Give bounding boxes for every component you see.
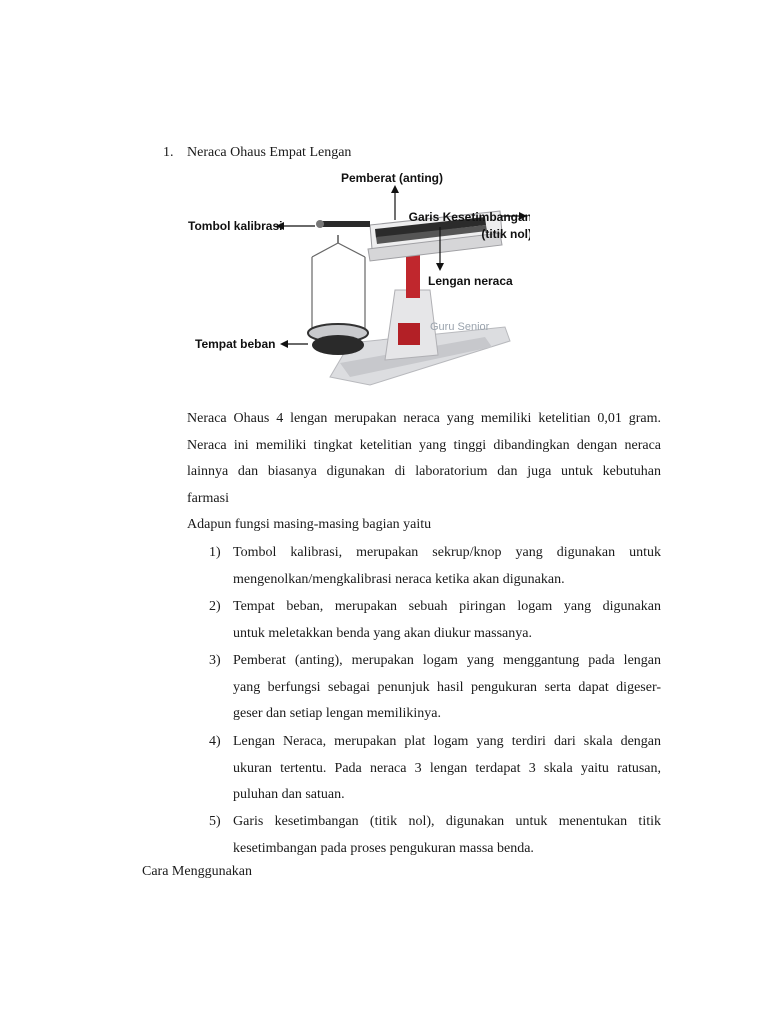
intro-line-4: farmasi [187,490,229,506]
list-item-line: yang berfungsi sebagai penunjuk hasil pengukuran serta dapat digeser- [233,679,661,695]
hanger-left-top [312,243,338,257]
intro-paragraph [187,406,661,539]
calibration-rod [320,221,370,227]
list-item-line: Lengan Neraca, merupakan plat logam yang terdiri dari skala dengan [233,734,661,749]
section-title: Neraca Ohaus Empat Lengan [187,145,352,160]
label-pemberat: Pemberat (anting) [341,171,444,185]
list-item-line: untuk meletakkan benda yang akan diukur massanya. [233,625,532,641]
list-item-line: Garis kesetimbangan (titik nol), digunakan untuk menentukan titik [233,814,661,829]
intro-line-3: lainnya dan biasanya digunakan di laboratorium dan juga untuk kebutuhan [187,464,661,479]
label-garis-2: (titik nol) [481,227,530,241]
list-item-number: 5) [209,814,221,829]
list-item-line: ukuran tertentu. Pada neraca 3 lengan terdapat 3 skala yaitu ratusan, [233,760,661,776]
label-tombol: Tombol kalibrasi [188,219,283,233]
section-heading [163,145,351,161]
list-item-number: 4) [209,734,221,749]
list-item [209,540,661,593]
list-item-number: 1) [209,545,221,560]
section-number: 1. [163,145,174,160]
list-item-number: 3) [209,653,221,668]
list-item-line: kesetimbangan pada proses pengukuran massa benda. [233,840,534,856]
list-item [209,729,661,809]
red-pillar [406,253,420,298]
watermark: Guru Senior [430,321,490,333]
calibration-knob [316,220,324,228]
list-item-line: mengenolkan/mengkalibrasi neraca ketika akan digunakan. [233,571,565,587]
brand-badge [398,323,420,345]
label-garis-1: Garis Kesetimbangan [408,210,530,224]
list-item [209,594,661,647]
ohaus-balance-figure [180,165,530,390]
list-item-line: geser dan setiap lengan memilikinya. [233,706,441,721]
cara-menggunakan-heading: Cara Menggunakan [142,864,253,879]
list-item [209,648,661,728]
list-item-line: Pemberat (anting), merupakan logam yang menggantung pada lengan [233,653,661,668]
list-item [209,809,661,862]
intro-line-1: Neraca Ohaus 4 lengan merupakan neraca yang memiliki ketelitian 0,01 gram. [187,411,661,426]
list-item-line: Tombol kalibrasi, merupakan sekrup/knop yang digunakan untuk [233,545,661,560]
list-item-line: puluhan dan satuan. [233,787,345,802]
label-tempat: Tempat beban [195,337,276,351]
intro-line-2: Neraca ini memiliki tingkat ketelitian yang tinggi dibandingkan dengan neraca [187,437,661,453]
pan-support [312,335,364,355]
arrow-pemberat-head [391,185,399,193]
hanger-right-top [338,243,365,257]
arrow-tempat-head [280,340,288,348]
label-lengan: Lengan neraca [428,274,513,288]
list-item-number: 2) [209,599,221,614]
list-item-line: Tempat beban, merupakan sebuah piringan logam yang digunakan [233,599,661,614]
fungsi-heading: Adapun fungsi masing-masing bagian yaitu [187,517,432,532]
arrow-lengan-head [436,263,444,271]
balance-illustration [180,165,530,390]
